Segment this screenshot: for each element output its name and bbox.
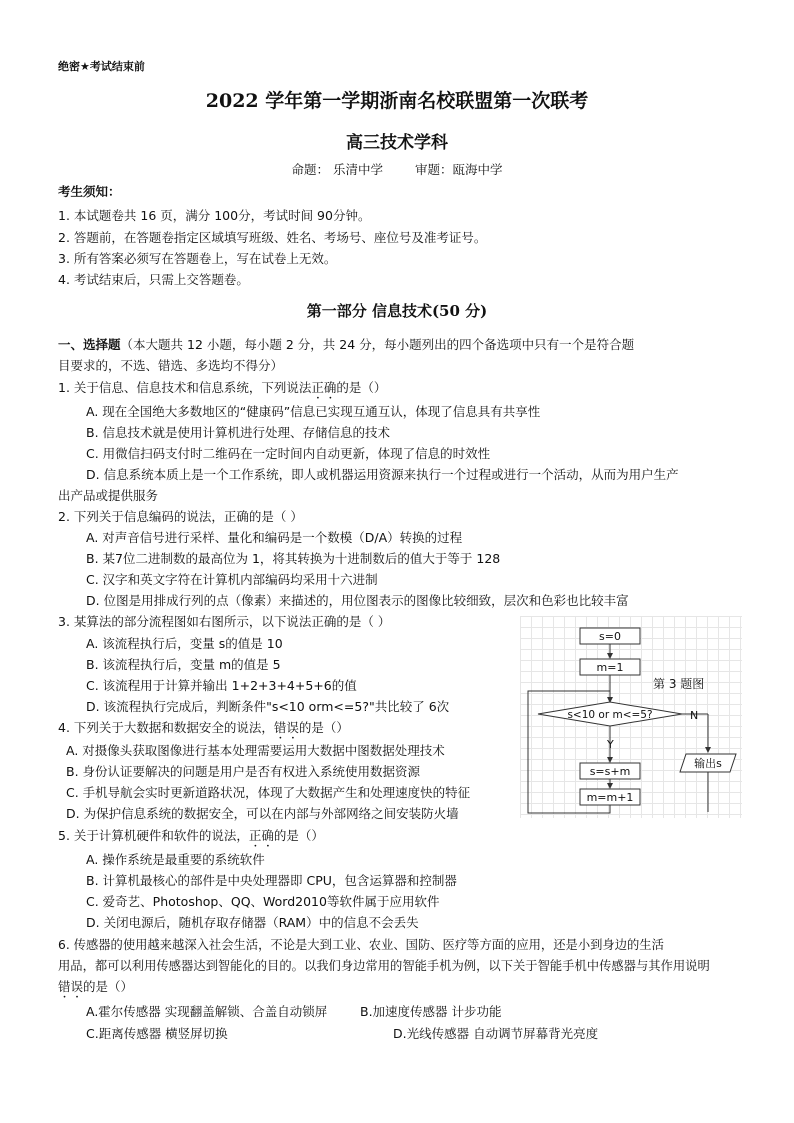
q2-option-a: A. 对声音信号进行采样、量化和编码是一个数模（D/A）转换的过程 <box>86 530 463 545</box>
q3-option-c: C. 该流程用于计算并输出 1+2+3+4+5+6的值 <box>86 678 357 693</box>
author-text: 命题： 乐清中学 <box>291 162 383 177</box>
flowchart-svg <box>520 616 742 818</box>
question-5-stem <box>58 826 324 850</box>
section-heading: 一、选择题 <box>58 337 121 352</box>
question-3-stem: 3. 某算法的部分流程图如右图所示，以下说法正确的是（ ） <box>58 614 391 629</box>
question-6-stem: 6. 传感器的使用越来越深入社会生活，不论是大到工业、农业、国防、医疗等方面的应用，还是小到身边的生活 <box>58 938 664 952</box>
question-1-stem <box>58 378 386 402</box>
stem-emphasis: 错误 <box>58 979 84 994</box>
q4-option-d: D. 为保护信息系统的数据安全，可以在内部与外部网络之间安装防火墙 <box>66 806 459 821</box>
section-intro <box>58 335 634 353</box>
stem-text: 4. 下列关于大数据和数据安全的说法， <box>58 720 274 735</box>
stem-emphasis: 错误 <box>273 720 299 735</box>
question-6-stem-end <box>58 977 133 1001</box>
flowchart-figure <box>520 616 742 818</box>
q5-option-b: B. 计算机最核心的部件是中央处理器即 CPU，包含运算器和控制器 <box>86 873 457 888</box>
stem-text: 的是（） <box>83 979 134 994</box>
q1-option-d: D. 信息系统本质上是一个工作系统，即人或机器运用资源来执行一个过程或进行一个活动，从而为用户生产 <box>86 467 679 482</box>
notice-item: 2. 答题前，在答题卷指定区域填写班级、姓名、考场号、座位号及准考证号。 <box>58 230 487 245</box>
flow-text-init-m: m=1 <box>596 661 624 674</box>
notice-item: 3. 所有答案必须写在答题卷上，写在试卷上无效。 <box>58 251 337 266</box>
q4-option-c: C. 手机导航会实时更新道路状况，体现了大数据产生和处理速度快的特征 <box>66 785 471 800</box>
q1-option-d-cont: 出产品或提供服务 <box>58 488 159 503</box>
q2-option-c: C. 汉字和英文字符在计算机内部编码均采用十六进制 <box>86 572 378 587</box>
stem-text: 5. 关于计算机硬件和软件的说法， <box>58 828 249 843</box>
q6-option-a: A.霍尔传感器 实现翻盖解锁、合盖自动锁屏 <box>86 1004 328 1019</box>
flow-label-yes: Y <box>607 738 614 751</box>
stem-text: 的是（） <box>336 380 387 395</box>
stem-emphasis: 正确 <box>248 828 274 843</box>
question-2-stem: 2. 下列关于信息编码的说法，正确的是（ ） <box>58 509 303 524</box>
stem-text: 的是（） <box>273 828 324 843</box>
q3-option-b: B. 该流程执行后，变量 m的值是 5 <box>86 657 281 672</box>
q6-option-d: D.光线传感器 自动调节屏幕背光亮度 <box>393 1026 599 1041</box>
stem-text: 1. 关于信息、信息技术和信息系统，下列说法 <box>58 380 312 395</box>
q1-option-b: B. 信息技术就是使用计算机进行处理、存储信息的技术 <box>86 425 391 440</box>
q2-option-b: B. 某7位二进制数的最高位为 1，将其转换为十进制数后的值大于等于 128 <box>86 551 501 566</box>
section-desc-cont: 目要求的，不选、错选、多选均不得分） <box>58 358 284 373</box>
flow-text-step1: s=s+m <box>589 765 631 778</box>
q3-option-a: A. 该流程执行后，变量 s的值是 10 <box>86 636 283 651</box>
stem-emphasis: 正确 <box>311 380 337 395</box>
q3-option-d: D. 该流程执行完成后，判断条件"s<10 orm<=5?"共比较了 6次 <box>86 699 450 714</box>
q2-option-d: D. 位图是用排成行列的点（像素）来描述的，用位图表示的图像比较细致，层次和色彩也比较丰富 <box>86 593 629 608</box>
flow-text-init-s: s=0 <box>599 630 621 643</box>
q6-option-b: B.加速度传感器 计步功能 <box>360 1004 502 1019</box>
q4-option-b: B. 身份认证要解决的问题是用户是否有权进入系统使用数据资源 <box>66 764 421 779</box>
q6-option-c: C.距离传感器 横竖屏切换 <box>86 1026 228 1041</box>
notice-heading: 考生须知： <box>58 184 121 199</box>
q5-option-d: D. 关闭电源后，随机存取存储器（RAM）中的信息不会丢失 <box>86 915 419 930</box>
flow-caption: 第 3 题图 <box>653 677 705 691</box>
question-6-stem-cont: 用品，都可以利用传感器达到智能化的目的。以我们身边常用的智能手机为例，以下关于智能手机中传感器与其作用说明 <box>58 959 710 973</box>
part-title: 第一部分 信息技术(50 分) <box>306 302 488 320</box>
section-desc: （本大题共 12 小题，每小题 2 分，共 24 分，每小题列出的四个备选项中只有一个是符合题 <box>120 337 635 352</box>
exam-title: 2022 学年第一学期浙南名校联盟第一次联考 <box>205 90 589 112</box>
stem-text: 的是（） <box>298 720 349 735</box>
flow-text-step2: m=m+1 <box>586 791 634 804</box>
notice-item: 4. 考试结束后，只需上交答题卷。 <box>58 272 249 287</box>
flow-text-condition: s<10 or m<=5? <box>567 709 653 721</box>
q5-option-c: C. 爱奇艺、Photoshop、QQ、Word2010等软件属于应用软件 <box>86 894 440 909</box>
question-4-stem <box>58 718 349 742</box>
notice-item: 1. 本试题卷共 16 页，满分 100分，考试时间 90分钟。 <box>58 208 371 223</box>
confidential-mark: 绝密★考试结束前 <box>58 60 145 73</box>
q5-option-a: A. 操作系统是最重要的系统软件 <box>86 852 265 867</box>
q1-option-a: A. 现在全国绝大多数地区的“健康码”信息已实现互通互认，体现了信息具有共享性 <box>86 404 541 419</box>
exam-subtitle: 高三技术学科 <box>346 133 448 153</box>
reviewer-text: 审题：瓯海中学 <box>414 162 503 177</box>
q1-option-c: C. 用微信扫码支付时二维码在一定时间内自动更新，体现了信息的时效性 <box>86 446 491 461</box>
flow-label-no: N <box>690 709 699 722</box>
flow-text-output: 输出s <box>694 757 722 770</box>
q4-option-a: A. 对摄像头获取图像进行基本处理需要运用大数据中图数据处理技术 <box>66 743 445 758</box>
exam-authors <box>0 160 794 178</box>
